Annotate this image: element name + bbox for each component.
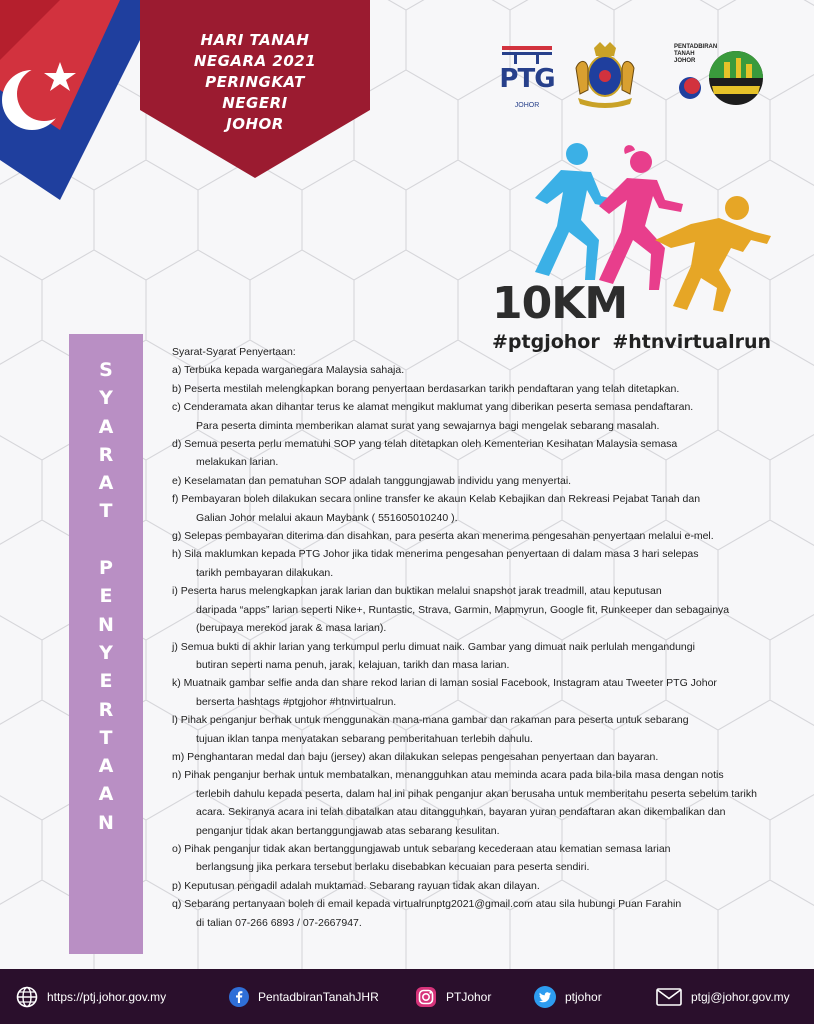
banner-letter: A: [98, 755, 114, 778]
term-continuation: terlebih dahulu kepada peserta, dalam hal ini pihak penganjur akan berusaha untuk memberitahu peserta sebelum tarikh acara. Sekiranya acara ini telah dibatalkan atau ditangguhkan, bayaran yuran pendaftaran akan dikembalikan dan penganjur tidak akan bertanggungjawab atas sebarang kesulitan.: [196, 787, 757, 837]
term-text: h) Sila maklumkan kepada PTG Johor jika tidak menerima pengesahan penyertaan di dalam masa 3 hari selepas: [172, 548, 699, 561]
banner-letter: Y: [99, 641, 113, 664]
term-text: e) Keselamatan dan pematuhan SOP adalah tanggungjawab individu yang menyertai.: [172, 474, 572, 487]
johor-crest-icon: [570, 38, 640, 108]
term-text: m) Penghantaran medal dan baju (jersey) akan dilakukan selepas pengesahan penyertaan dan bayaran.: [172, 750, 659, 763]
ptg-logo-text: PTG: [499, 64, 555, 94]
facebook-text[interactable]: PentadbiranTanahJHR: [258, 989, 379, 1004]
banner-letter: A: [98, 783, 114, 806]
term-continuation: melakukan larian.: [196, 456, 279, 469]
distance-label: 10KM: [492, 278, 628, 329]
term-text: o) Pihak penganjur tidak akan bertanggungjawab untuk sebarang kecederaan atau kematian semasa larian: [172, 842, 671, 855]
term-continuation: berlangsung jika perkara tersebut berlaku disebabkan kecuaian para peserta sendiri.: [196, 861, 590, 874]
term-text: p) Keputusan pengadil adalah muktamad. Sebarang rayuan tidak akan dilayan.: [172, 879, 540, 892]
term-continuation: di talian 07-266 6893 / 07-2667947.: [196, 916, 362, 929]
term-item: [172, 711, 762, 748]
term-text: c) Cenderamata akan dihantar terus ke alamat mengikut maklumat yang diberikan peserta semasa pendaftaran.: [172, 401, 694, 414]
term-item: [172, 766, 762, 840]
term-item: [172, 895, 762, 932]
runner-blue-icon: [535, 143, 617, 280]
term-continuation: berserta hashtags #ptgjohor #htnvirtualrun.: [196, 695, 397, 708]
facebook-icon: [229, 987, 249, 1007]
banner-letter: R: [98, 443, 114, 466]
term-text: b) Peserta mestilah melengkapkan borang penyertaan berdasarkan tarikh pendaftaran yang telah ditetapkan.: [172, 382, 680, 395]
banner-letter: T: [99, 726, 113, 749]
banner-letter: R: [98, 698, 114, 721]
term-item: [172, 398, 762, 435]
term-item: [172, 840, 762, 877]
term-item: [172, 361, 762, 379]
ptg-logo: [498, 44, 556, 108]
banner-letter: Y: [99, 387, 113, 410]
term-text: j) Semua bukti di akhir larian yang terkumpul perlu dimuat naik. Gambar yang dimuat naik perlulah mengandungi: [172, 640, 695, 653]
banner-letter: [69, 526, 143, 554]
footer-facebook[interactable]: [229, 969, 379, 1024]
term-continuation: Para peserta diminta memberikan alamat surat yang sewajarnya bagi mengelak sebarang masalah.: [196, 419, 660, 432]
website-text[interactable]: https://ptj.johor.gov.my: [47, 989, 167, 1004]
pentadbiran-tanah-logo: [674, 40, 768, 110]
pt-line: PENTADBIRAN: [674, 44, 718, 50]
footer-instagram[interactable]: [415, 969, 491, 1024]
banner-letter: E: [99, 585, 113, 608]
email-text[interactable]: ptgj@johor.gov.my: [691, 989, 790, 1004]
term-continuation: butiran seperti nama penuh, jarak, kelajuan, tarikh dan masa larian.: [196, 658, 510, 671]
side-banner-letters: [69, 356, 143, 837]
contact-footer: [0, 969, 814, 1024]
term-item: [172, 435, 762, 472]
term-text: n) Pihak penganjur berhak untuk membatalkan, menangguhkan atau meminda acara pada bila-bila masa dengan notis: [172, 769, 724, 782]
title-line: NEGARA 2021: [193, 52, 317, 70]
ptg-mark-icon: [498, 44, 556, 64]
footer-website[interactable]: [16, 969, 166, 1024]
title-line: NEGERI: [222, 94, 288, 112]
banner-letter: T: [99, 500, 113, 523]
terms-list: [172, 343, 762, 932]
banner-letter: P: [99, 557, 113, 580]
instagram-icon: [415, 986, 437, 1008]
globe-icon: [16, 986, 38, 1008]
term-text: q) Sebarang pertanyaan boleh di email kepada virtualrunptg2021@gmail.com atau sila hubungi Puan Farahin: [172, 898, 682, 911]
term-item: [172, 490, 762, 527]
title-line: PERINGKAT: [205, 73, 305, 91]
banner-letter: N: [98, 811, 114, 834]
term-text: a) Terbuka kepada warganegara Malaysia sahaja.: [172, 364, 405, 377]
pentadbiran-text: [674, 44, 718, 65]
title-line: JOHOR: [226, 115, 284, 133]
runner-gold-icon: [655, 196, 771, 312]
ptg-logo-subtext: JOHOR: [514, 102, 540, 109]
term-item: [172, 545, 762, 582]
term-continuation: daripada “apps” larian seperti Nike+, Runtastic, Strava, Garmin, Mapmyrun, Google fit, Runkeeper dan sebagainya (berupaya merekod jarak & masa larian).: [196, 603, 730, 635]
event-hashtags: #ptgjohor #htnvirtualrun: [492, 331, 772, 353]
term-item: [172, 748, 762, 766]
term-continuation: tarikh pembayaran dilakukan.: [196, 566, 334, 579]
term-text: l) Pihak penganjur berhak untuk menggunakan mana-mana gambar dan rakaman para peserta untuk sebarang: [172, 714, 689, 727]
side-banner: [69, 334, 143, 954]
banner-letter: E: [99, 670, 113, 693]
term-text: d) Semua peserta perlu mematuhi SOP yang telah ditetapkan oleh Kementerian Kesihatan Malaysia semasa: [172, 438, 678, 451]
term-continuation: Galian Johor melalui akaun Maybank ( 551605010240 ).: [196, 511, 458, 524]
footer-email[interactable]: [656, 969, 790, 1024]
term-continuation: tujuan iklan tanpa menyatakan sebarang pemberitahuan terlebih dahulu.: [196, 732, 533, 745]
term-text: g) Selepas pembayaran diterima dan disahkan, para peserta akan menerima pengesahan penyertaan melalui e-mel.: [172, 530, 714, 543]
banner-letter: N: [98, 613, 114, 636]
term-text: k) Muatnaik gambar selfie anda dan share rekod larian di laman sosial Facebook, Instagram atau Tweeter PTG Johor: [172, 677, 717, 690]
runner-pink-icon: [599, 145, 683, 290]
terms-heading: Syarat-Syarat Penyertaan:: [172, 346, 296, 358]
term-item: [172, 527, 762, 545]
instagram-text[interactable]: PTJohor: [446, 989, 492, 1004]
title-line: HARI TANAH: [200, 31, 310, 49]
pt-line: JOHOR: [674, 58, 696, 64]
banner-letter: A: [98, 472, 114, 495]
term-item: [172, 877, 762, 895]
banner-letter: A: [98, 415, 114, 438]
footer-twitter[interactable]: [534, 969, 602, 1024]
banner-letter: S: [99, 359, 113, 381]
term-item: [172, 472, 762, 490]
mail-icon: [656, 988, 682, 1006]
term-item: [172, 380, 762, 398]
term-text: f) Pembayaran boleh dilakukan secara online transfer ke akaun Kelab Kebajikan dan Rekreasi Pejabat Tanah dan: [172, 493, 701, 506]
term-item: [172, 582, 762, 637]
term-text: i) Peserta harus melengkapkan jarak larian dan buktikan melalui snapshot jarak treadmill, atau keputusan: [172, 585, 662, 598]
term-item: [172, 638, 762, 675]
twitter-text[interactable]: ptjohor: [565, 989, 602, 1004]
logo-strip: [498, 38, 768, 118]
event-title: [150, 30, 360, 135]
pt-line: TANAH: [674, 51, 695, 57]
twitter-icon: [534, 986, 556, 1008]
term-item: [172, 674, 762, 711]
